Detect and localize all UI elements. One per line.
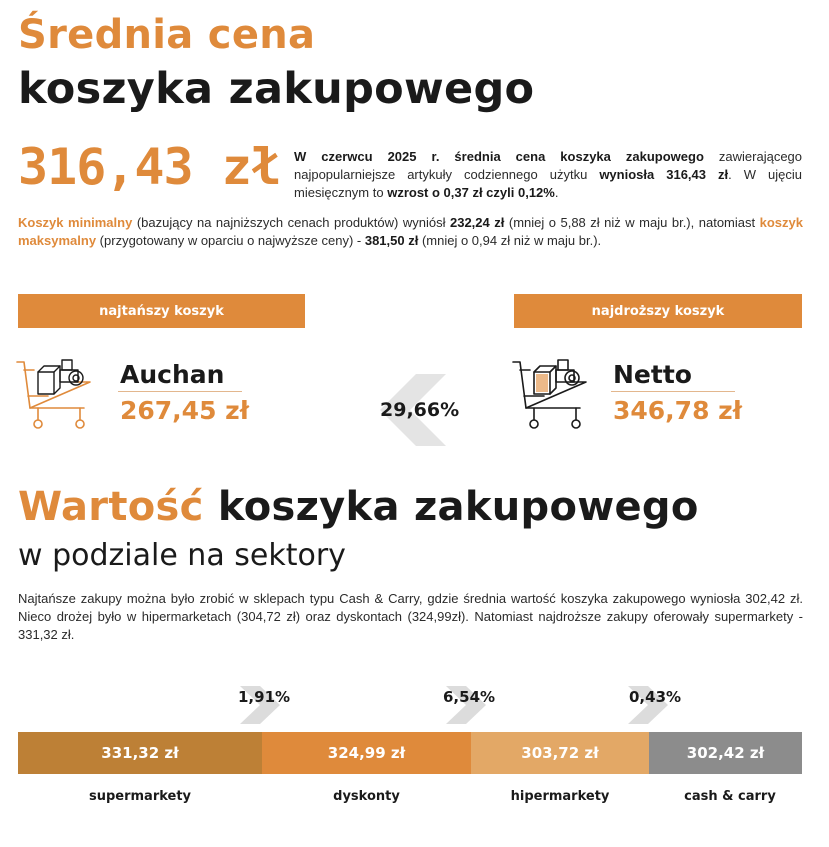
sector-label-cash-carry: cash & carry [684, 789, 776, 804]
most-expensive-store-price: 346,78 zł [613, 396, 743, 425]
intro-text-2: . W ujęciu miesięcznym to [294, 167, 802, 200]
intro-bold-3: wzrost o 0,37 zł czyli 0,12% [387, 185, 555, 200]
sector-diff-1: 1,91% [238, 688, 291, 706]
cheapest-basket-banner: najtańszy koszyk [18, 294, 305, 328]
sector-bar-supermarkety: 331,32 zł [18, 732, 262, 774]
price-difference-percent: 29,66% [380, 399, 460, 421]
intro-text-1: zawierającego najpopularniejsze artykuły codziennego użytku [294, 149, 803, 182]
intro-bold-2: wyniosła 316,43 zł [599, 167, 729, 182]
sectors-title [18, 484, 699, 530]
sector-bar-dyskonty: 324,99 zł [262, 732, 471, 774]
sectors-title-highlight: Wartość [18, 484, 204, 530]
average-price: 316,43 zł [18, 138, 280, 196]
minmax-text-2: (mniej o 5,88 zł niż w maju br.), natomiast [504, 215, 760, 230]
intro-paragraph [294, 148, 802, 202]
divider [611, 391, 735, 392]
sectors-paragraph: Najtańsze zakupy można było zrobić w sklepach typu Cash & Carry, gdzie średnia wartość koszyka zakupowego wyniosła 302,42 zł. Nieco drożej było w hipermarketach (304,72 zł) oraz dyskontach (324,99zł). Natomiast najdroższe zakupy oferowały supermarkety - 331,32 zł. [18, 591, 803, 642]
max-basket-label: koszyk maksymalny [18, 215, 803, 248]
sector-label-hipermarkety: hipermarkety [510, 789, 610, 804]
intro-text-3: . [554, 185, 559, 200]
minmax-text-1: (bazujący na najniższych cenach produktów) wyniósł [132, 215, 450, 230]
cheapest-store-name: Auchan [120, 360, 225, 389]
minmax-text-4: (mniej o 0,94 zł niż w maju br.). [418, 233, 602, 248]
min-basket-label: Koszyk minimalny [18, 215, 133, 230]
sector-bar-hipermarkety: 303,72 zł [471, 732, 649, 774]
shopping-cart-icon [14, 356, 96, 436]
title-line-2: koszyka zakupowego [18, 64, 535, 114]
title-line-1: Średnia cena [18, 12, 316, 58]
most-expensive-basket-banner: najdroższy koszyk [514, 294, 802, 328]
sector-diff-3: 0,43% [629, 688, 682, 706]
sector-diff-2: 6,54% [443, 688, 496, 706]
most-expensive-store-name: Netto [613, 360, 692, 389]
sectors-title-rest: koszyka zakupowego [203, 484, 699, 530]
sector-bar-cash-carry: 302,42 zł [649, 732, 802, 774]
divider [118, 391, 242, 392]
minmax-text-3: (przygotowany w oparciu o najwyższe ceny) - [96, 233, 365, 248]
sector-label-supermarkety: supermarkety [88, 789, 192, 804]
intro-bold-1: W czerwcu 2025 r. średnia cena koszyka zakupowego [294, 149, 704, 164]
cheapest-store-price: 267,45 zł [120, 396, 250, 425]
sector-label-dyskonty: dyskonty [333, 789, 400, 804]
shopping-cart-icon [510, 356, 592, 436]
min-basket-value: 232,24 zł [449, 215, 505, 230]
minmax-paragraph [18, 214, 803, 250]
sectors-subtitle: w podziale na sektory [18, 538, 346, 573]
max-basket-value: 381,50 zł [364, 233, 419, 248]
